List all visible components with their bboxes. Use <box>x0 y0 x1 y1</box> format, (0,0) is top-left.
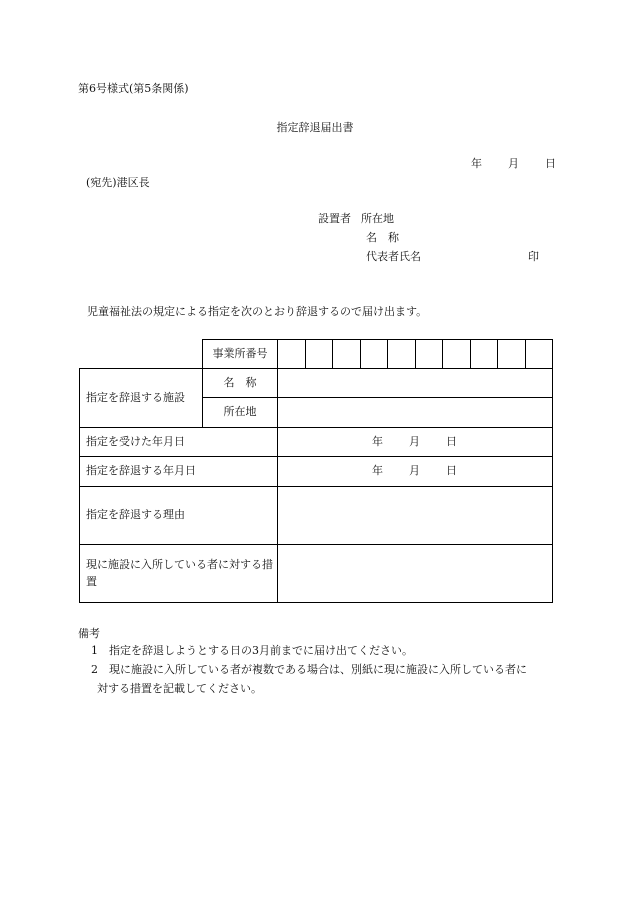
date-year-label: 年 <box>471 157 482 170</box>
applicant-name-label: 名 称 <box>366 231 399 244</box>
withdrawal-date-label: 指定を辞退する年月日 <box>86 464 196 478</box>
withdrawal-year: 年 <box>372 464 383 478</box>
notice-text: 児童福祉法の規定による指定を次のとおり辞退するので届け出ます。 <box>87 305 428 318</box>
office-number-label: 事業所番号 <box>212 346 268 360</box>
reason-label: 指定を辞退する理由 <box>86 508 185 522</box>
received-year: 年 <box>372 434 383 448</box>
note-1: 1 指定を辞退しようとする日の3月前までに届け出てください。 <box>91 644 413 657</box>
addressee: (宛先)港区長 <box>86 176 150 189</box>
received-day: 日 <box>446 434 457 448</box>
document-title: 指定辞退届出書 <box>276 121 354 134</box>
withdrawal-day: 日 <box>446 464 457 478</box>
notes-heading: 備考 <box>78 627 100 640</box>
applicant-role-label <box>318 213 394 224</box>
note-2-continued: 対する措置を記載してください。 <box>97 682 262 695</box>
measures-label: 現に施設に入所している者に対する措置 <box>86 558 273 588</box>
withdrawal-month: 月 <box>409 464 420 478</box>
received-date-label: 指定を受けた年月日 <box>86 434 185 448</box>
facility-name-label: 名 称 <box>223 375 257 389</box>
facility-address-label: 所在地 <box>223 405 257 419</box>
date-day-label: 日 <box>545 157 556 170</box>
withdrawal-date-value <box>372 457 552 486</box>
received-month: 月 <box>409 434 420 448</box>
submission-date <box>471 158 556 169</box>
received-date-value <box>372 428 552 456</box>
representative-name-label: 代表者氏名 <box>366 250 421 263</box>
seal-mark: 印 <box>528 250 539 263</box>
facility-label: 指定を辞退する施設 <box>86 390 185 404</box>
form-code: 第6号様式(第5条関係) <box>78 82 189 95</box>
date-month-label: 月 <box>508 157 519 170</box>
note-2: 2 現に施設に入所している者が複数である場合は、別紙に現に施設に入所している者に <box>91 663 527 676</box>
applicant-role: 設置者 <box>318 212 351 225</box>
applicant-address-label: 所在地 <box>361 212 394 225</box>
